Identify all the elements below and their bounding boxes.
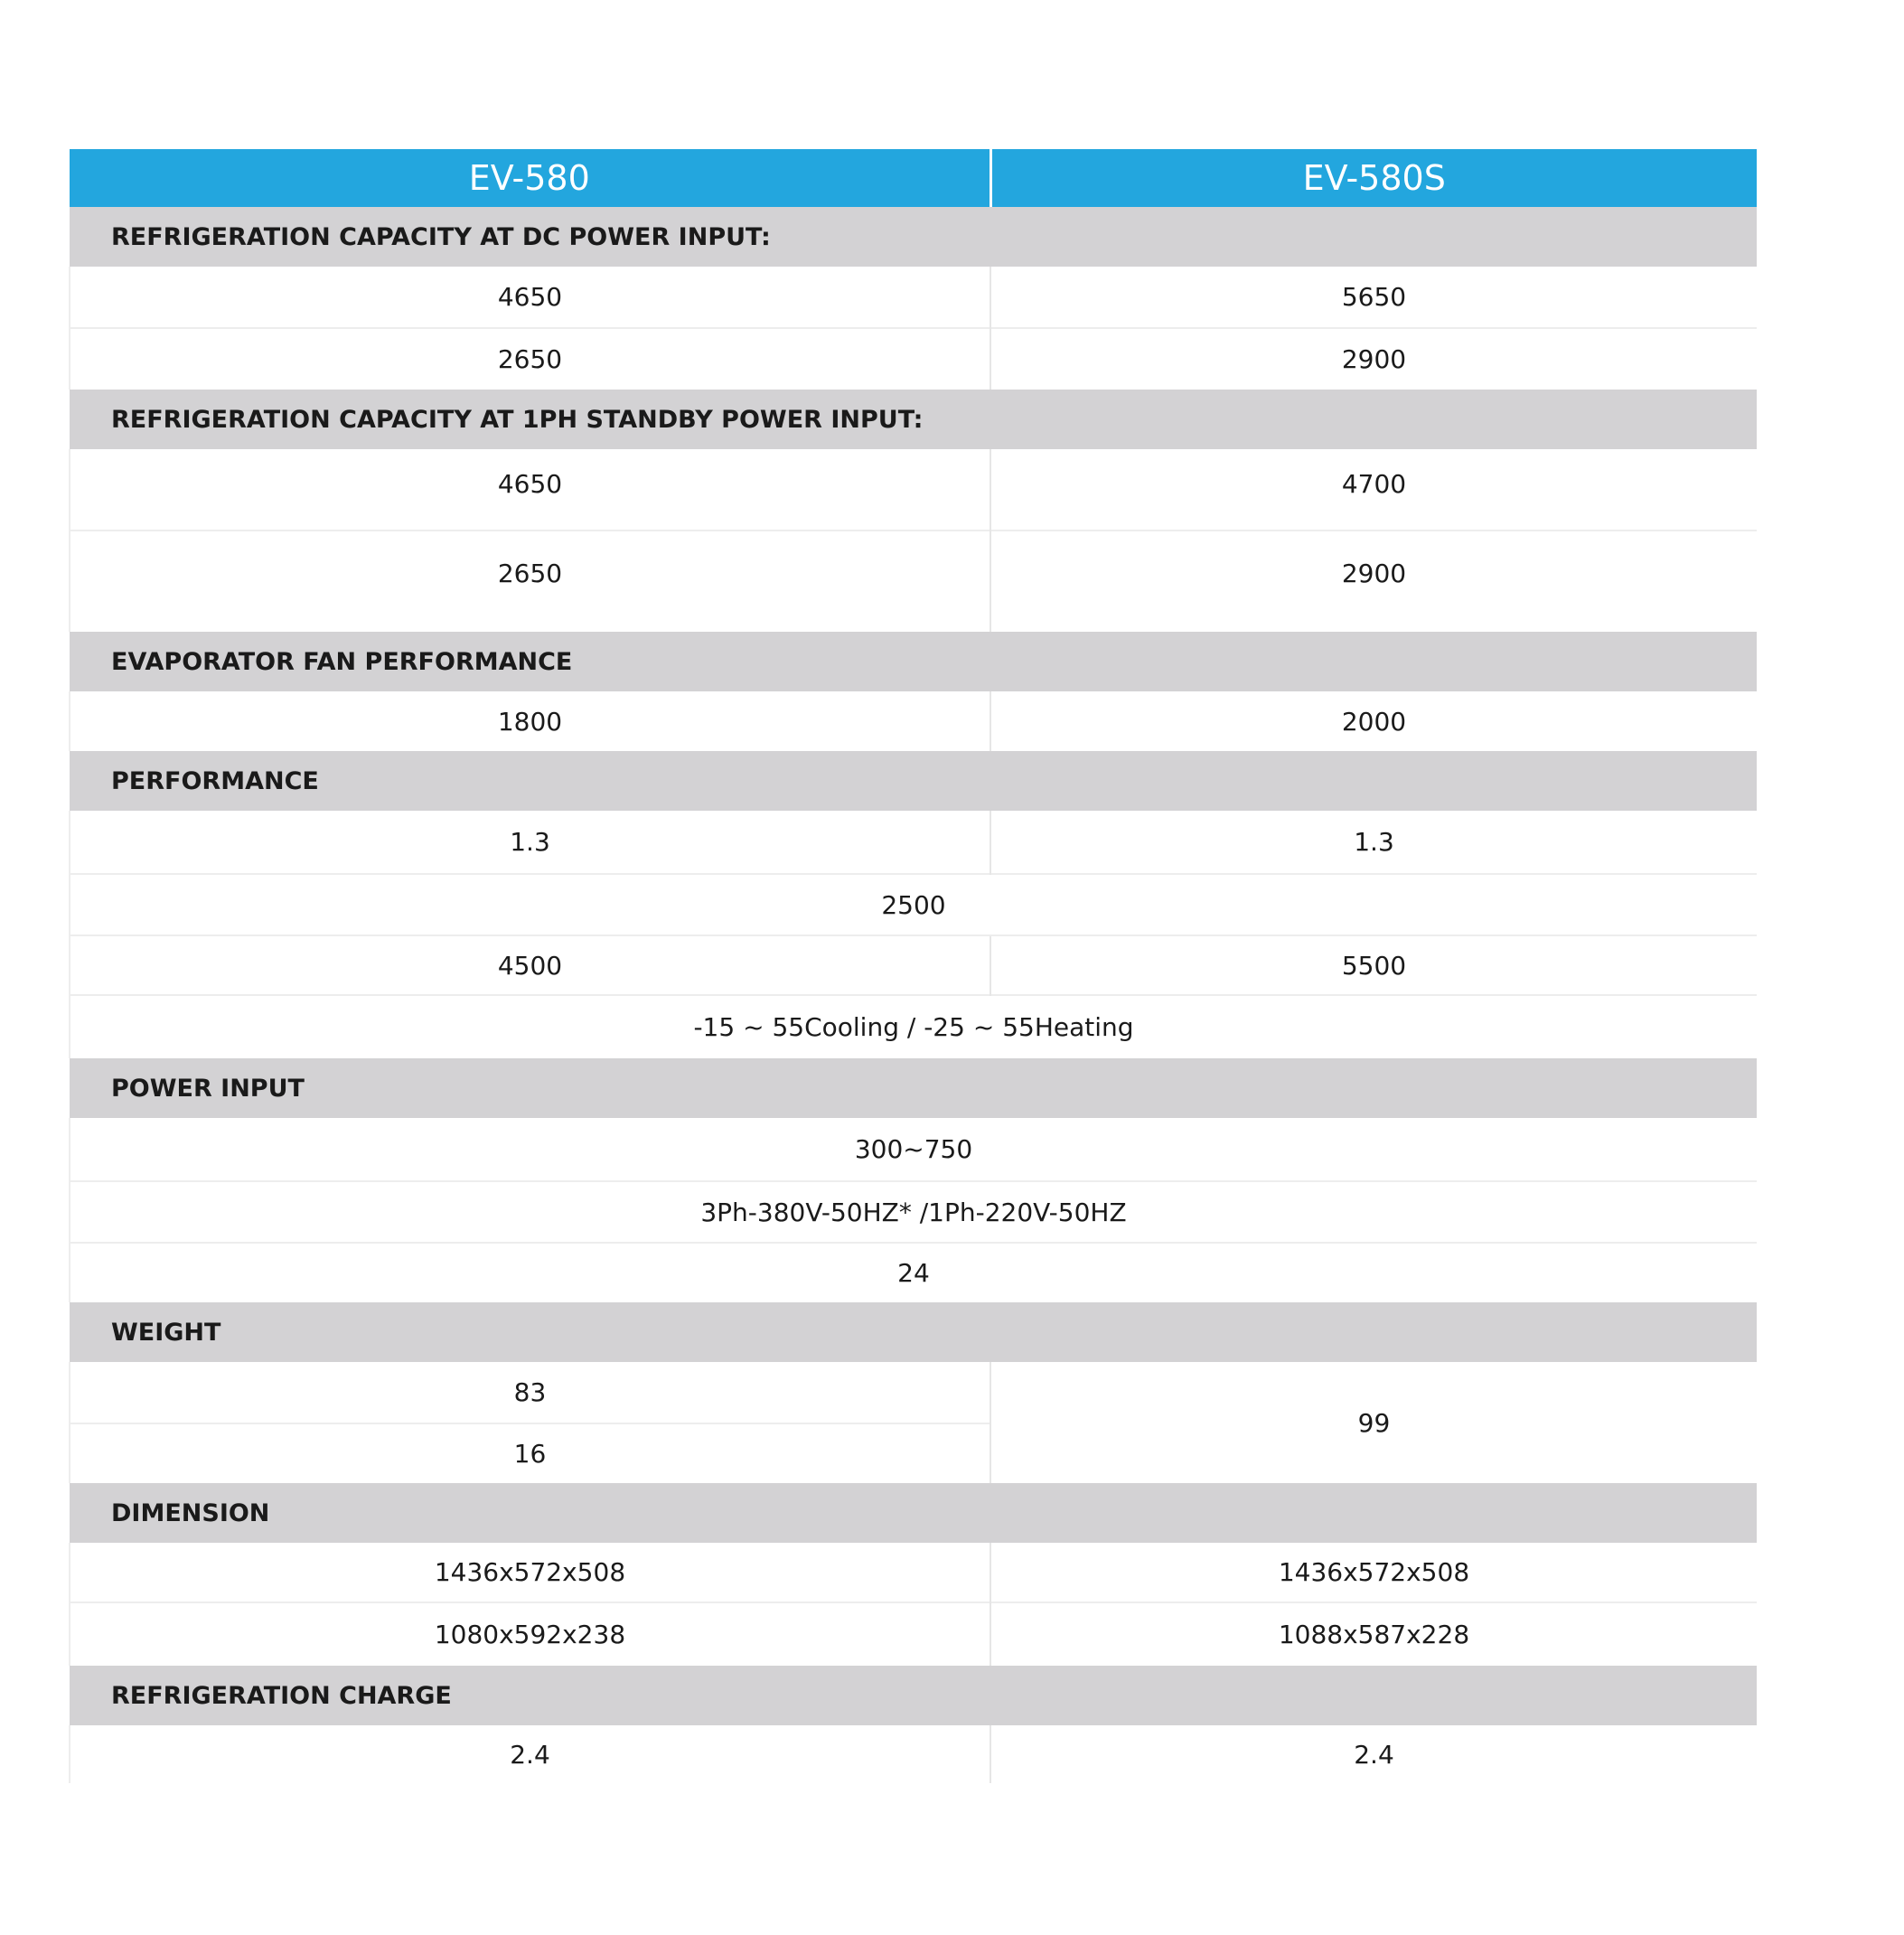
- value-cell: 2650: [70, 531, 990, 632]
- section-header-weight: [70, 1302, 1757, 1362]
- table-row: [70, 935, 1757, 995]
- value-cell: 83: [70, 1362, 990, 1423]
- value-cell: 2650: [70, 328, 990, 390]
- spec-table: [69, 149, 1757, 1783]
- value-cell: 1800: [70, 691, 990, 751]
- model-header-row: [70, 149, 1757, 207]
- section-title: POWER INPUT: [70, 1058, 1757, 1118]
- table-row: [70, 1543, 1757, 1602]
- table-row: [70, 328, 1757, 390]
- value-cell: 1436x572x508: [70, 1543, 990, 1602]
- model-name-ev-580: EV-580: [70, 149, 990, 207]
- section-header-refrigeration-charge: [70, 1666, 1757, 1725]
- section-header-standby-capacity: [70, 390, 1757, 449]
- table-row: [70, 267, 1757, 328]
- model-name-ev-580s: EV-580S: [990, 149, 1757, 207]
- table-row: [70, 1602, 1757, 1666]
- value-cell: 300~750: [70, 1118, 1757, 1181]
- value-cell: 1.3: [70, 811, 990, 874]
- section-title: REFRIGERATION CHARGE: [70, 1666, 1757, 1725]
- section-header-dimension: [70, 1483, 1757, 1543]
- table-row: [70, 874, 1757, 935]
- value-cell: 2.4: [70, 1725, 990, 1783]
- table-row: [70, 1362, 1757, 1423]
- section-header-power-input: [70, 1058, 1757, 1118]
- value-cell: 2900: [990, 328, 1757, 390]
- section-title: EVAPORATOR FAN PERFORMANCE: [70, 632, 1757, 691]
- value-cell: 5650: [990, 267, 1757, 328]
- value-cell: 1.3: [990, 811, 1757, 874]
- table-row: [70, 1118, 1757, 1181]
- table-row: [70, 1243, 1757, 1302]
- value-cell: 4650: [70, 449, 990, 531]
- value-cell: 4650: [70, 267, 990, 328]
- value-cell: 4500: [70, 935, 990, 995]
- value-cell: 4700: [990, 449, 1757, 531]
- section-title: DIMENSION: [70, 1483, 1757, 1543]
- table-row: [70, 531, 1757, 632]
- section-title: WEIGHT: [70, 1302, 1757, 1362]
- value-cell: 2500: [70, 874, 1757, 935]
- value-cell: 2000: [990, 691, 1757, 751]
- section-header-dc-capacity: [70, 207, 1757, 267]
- value-cell: 5500: [990, 935, 1757, 995]
- value-cell: 99: [990, 1362, 1757, 1483]
- section-header-performance: [70, 751, 1757, 811]
- section-title: REFRIGERATION CAPACITY AT DC POWER INPUT:: [70, 207, 1757, 267]
- table-row: [70, 1725, 1757, 1783]
- value-cell: 24: [70, 1243, 1757, 1302]
- section-title: PERFORMANCE: [70, 751, 1757, 811]
- value-cell: -15 ~ 55Cooling / -25 ~ 55Heating: [70, 995, 1757, 1058]
- table-row: [70, 691, 1757, 751]
- section-header-evaporator-fan: [70, 632, 1757, 691]
- value-cell: 1088x587x228: [990, 1602, 1757, 1666]
- value-cell: 2900: [990, 531, 1757, 632]
- value-cell: 3Ph-380V-50HZ* /1Ph-220V-50HZ: [70, 1181, 1757, 1243]
- table-row: [70, 811, 1757, 874]
- table-row: [70, 449, 1757, 531]
- value-cell: 1436x572x508: [990, 1543, 1757, 1602]
- value-cell: 2.4: [990, 1725, 1757, 1783]
- table-row: [70, 995, 1757, 1058]
- value-cell: 1080x592x238: [70, 1602, 990, 1666]
- table-row: [70, 1181, 1757, 1243]
- section-title: REFRIGERATION CAPACITY AT 1PH STANDBY POWER INPUT:: [70, 390, 1757, 449]
- value-cell: 16: [70, 1423, 990, 1483]
